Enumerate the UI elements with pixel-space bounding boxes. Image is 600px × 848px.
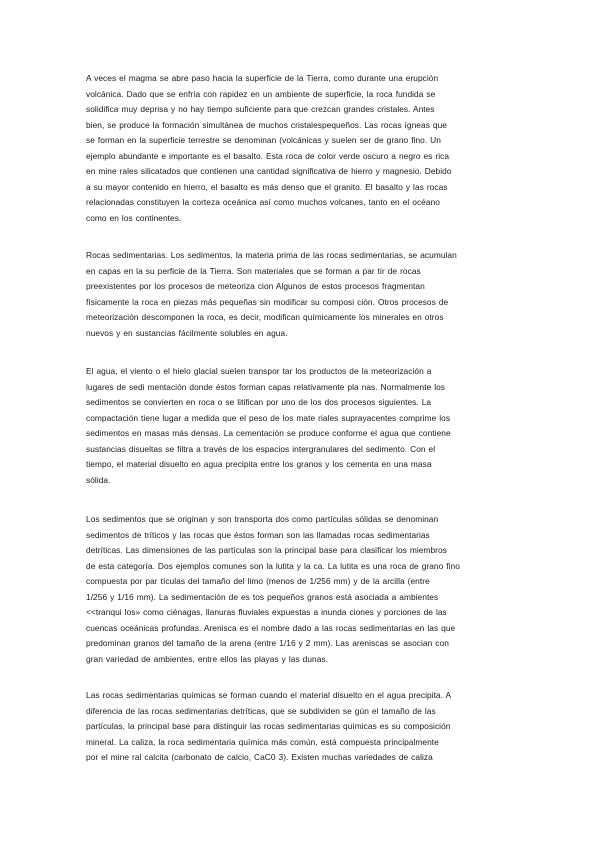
text-line: sedimentos de tríticos y las rocas que éstos forman son las llamadas rocas sedimentarias [86, 529, 430, 540]
text-line: preexistentes por los procesos de meteoriza cion Algunos de estos procesos fragmentan [86, 281, 425, 291]
text-line: A veces el magma se abre paso hacia la superficie de la Tierra, como durante una erupción [86, 73, 439, 83]
text-line: detríticas. Las dimensiones de las partículas son la principal base para clasificar los miembros [86, 545, 447, 555]
text-line: <<tranqui los» como ciénagas, llanuras fluviales expuestas a inunda ciones y porciones de las [86, 607, 447, 617]
text-line: por el mine ral calcita (carbonato de calcio, CaC0 3). Existen muchas variedades de caliza [86, 752, 433, 762]
text-line: compuesta por par tículas del tamaño del limo (menos de 1/256 mm) y de la arcilla (entre [86, 576, 430, 586]
text-line: 1/256 y 1/16 mm). La sedimentación de es tos pequeños granos está asociada a ambientes [86, 591, 439, 602]
text-line: predominan granos del tamaño de la arena (entre 1/16 y 2 mm). Las areniscas se asocian con [86, 638, 449, 648]
text-line: Las rocas sedimentarias químicas se forman cuando el material disuelto en el agua precipita. A [86, 690, 452, 700]
text-line: en capas en la su perficie de la Tierra. Son materiales que se forman a par tir de rocas [86, 265, 421, 276]
text-line: gran variedad de ambientes, entre ellos las playas y las dunas. [86, 653, 328, 664]
text-line: Los sedimentos que se originan y son transporta dos como partículas sólidas se denominan [86, 514, 439, 524]
text-line: en mine rales silicatados que contienen una cantidad significativa de hierro y magnesio. Debido [86, 166, 452, 176]
text-line: sedimentos se convierten en roca o se litifican por uno de los dos procesos siguientes. La [86, 397, 432, 407]
text-line: El agua, el viento o el hielo glacial suelen transpor tar los productos de la meteorización a [86, 366, 432, 376]
text-line: de esta categoría. Dos ejemplos comunes son la lutita y la ca. La lutita es una roca de grano fino [86, 560, 460, 571]
text-line: partículas, la principal base para distinguir las rocas sedimentarias químicas es su composición [86, 721, 451, 731]
text-line: meteorización descomponen la roca, es decir, modifican químicamente los minerales en otros [86, 312, 444, 322]
text-line: volcánica. Dado que se enfría con rapidez en un ambiente de superficie, la roca fundida se [86, 88, 436, 99]
text-line: nuevos y en sustancias fácilmente solubles en agua. [86, 327, 288, 338]
paragraph-volcanic-rocks [86, 71, 518, 226]
text-line: cuencas oceánicas profundas. Arenisca es el nombre dado a las rocas sedimentarias en las que [86, 622, 456, 633]
text-line: Rocas sedimentarias. Los sedimentos, la materia prima de las rocas sedimentarias, se acumulan [86, 250, 457, 260]
paragraph-sedimentary-rocks [86, 248, 518, 341]
text-line: relacionadas constituyen la corteza oceánica así como muchos volcanes, tanto en el océano [86, 197, 440, 207]
text-line: mineral. La caliza, la roca sedimentaria química más común, está compuesta principalmente [86, 736, 439, 747]
text-line: sedimentos en masas más densas. La cementación se produce conforme el agua que contiene [86, 428, 451, 438]
text-line: se forman en la superficie terrestre se denominan (volcánicas y suelen ser de grano fino. Un [86, 135, 441, 145]
text-line: lugares de sedi mentación donde éstos forman capas relativamente pla nas. Normalmente los [86, 381, 446, 392]
text-line: físicamente la roca en piezas más pequeñas sin modificar su composi ción. Otros procesos de [86, 296, 449, 307]
paragraph-lithification [86, 364, 518, 488]
text-line: ejemplo abundante e importante es el basalto. Esta roca de color verde oscuro a negro es rica [86, 150, 450, 161]
text-line: bien, se produce la formación simultánea de muchos cristalespequeños. Las rocas ígneas que [86, 119, 447, 130]
text-line: como en los continentes. [86, 212, 182, 223]
text-line: sólida. [86, 474, 111, 485]
text-line: a su mayor contenido en hierro, el basalto es más denso que el granito. El basalto y las rocas [86, 181, 448, 192]
text-line: sustancias disueltas se filtra a través de los espacios intergranulares del sedimento. Con el [86, 443, 436, 454]
text-line: compactación tiene lugar a medida que el peso de los mate riales suprayacentes comprime los [86, 412, 451, 423]
paragraph-chemical-rocks [86, 688, 518, 766]
text-line: solidifica muy deprisa y no hay tiempo suficiente para que crezcan grandes cristales. Antes [86, 104, 435, 114]
text-line: tiempo, el material disuelto en agua precipita entre los granos y los cementa en una masa [86, 459, 432, 469]
text-line: diferencia de las rocas sedimentarias detríticas, que se subdividen se gún el tamaño de las [86, 705, 436, 716]
paragraph-detrital-rocks [86, 512, 518, 667]
